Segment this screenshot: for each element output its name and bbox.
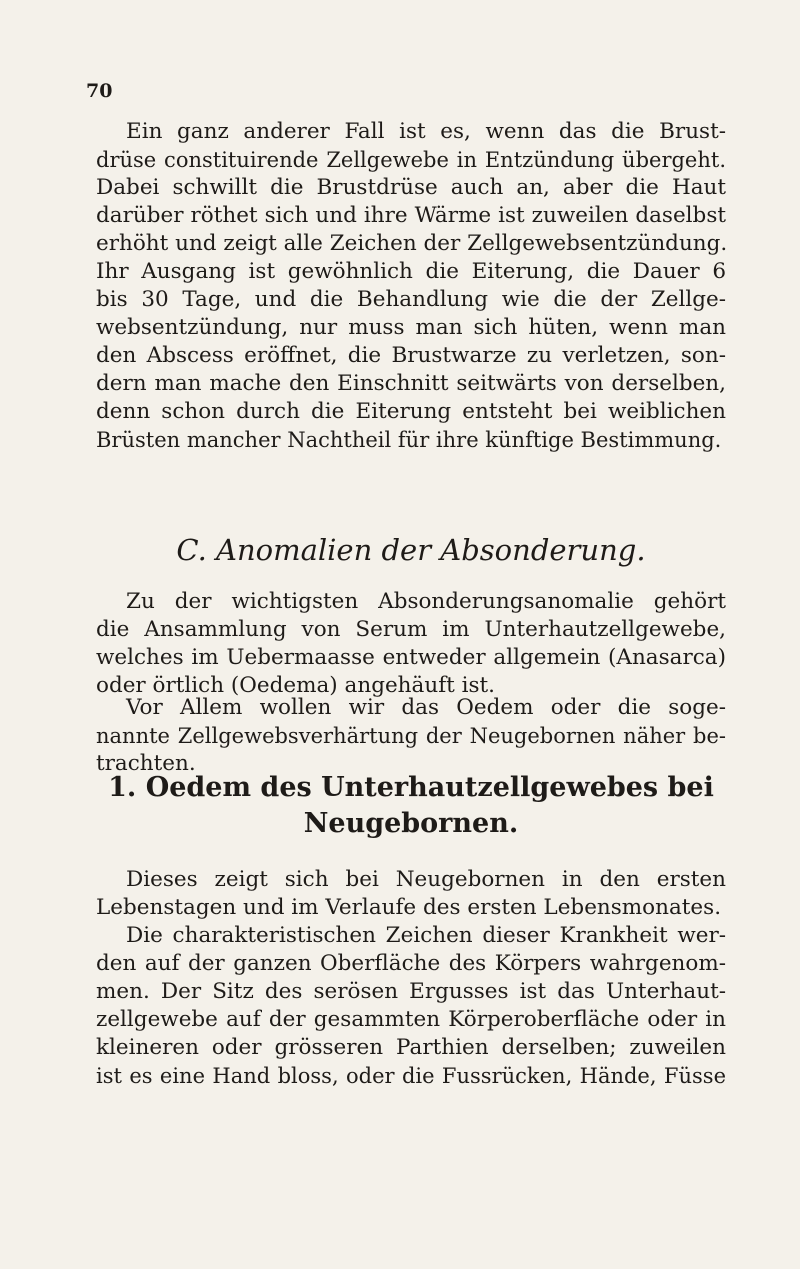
paragraph-4 [96,866,726,922]
text-line: Dabei schwillt die Brustdrüse auch an, aber die Haut [96,175,726,200]
heading-line: 1. Oedem des Unterhautzellgewebes bei [108,772,714,803]
text-line: Ein ganz anderer Fall ist es, wenn das die Brust- [126,119,726,144]
section-heading-1 [96,770,726,842]
heading-line: Neugebornen. [303,808,519,839]
text-line: denn schon durch die Eiterung entsteht bei weiblichen [96,399,726,424]
paragraph-5 [96,922,726,1090]
paragraph-2 [96,588,726,700]
text-line: drüse constituirende Zellgewebe in Entzündung übergeht. [96,148,726,172]
section-heading-c: C. Anomalien der Absonderung. [176,533,646,567]
text-line: men. Der Sitz des serösen Ergusses ist das Unterhaut- [96,979,726,1004]
text-line: Lebenstagen und im Verlaufe des ersten Lebensmonates. [96,895,722,920]
text-line: Zu der wichtigsten Absonderungsanomalie gehört [126,589,726,614]
text-line: den auf der ganzen Oberfläche des Körpers wahrgenom- [96,951,726,976]
text-line: dern man mache den Einschnitt seitwärts von derselben, [96,371,726,396]
text-line: kleineren oder grösseren Parthien derselben; zuweilen [96,1035,726,1060]
text-line: nannte Zellgewebsverhärtung der Neugebornen näher be- [96,724,726,748]
text-line: die Ansammlung von Serum im Unterhautzellgewebe, [96,617,726,642]
text-line: Ihr Ausgang ist gewöhnlich die Eiterung, die Dauer 6 [96,259,726,284]
text-line: Brüsten mancher Nachtheil für ihre künftige Bestimmung. [96,428,722,452]
text-line: websentzündung, nur muss man sich hüten, wenn man [96,315,726,340]
text-line: ist es eine Hand bloss, oder die Fussrücken, Hände, Füsse [96,1064,726,1088]
text-line: Die charakteristischen Zeichen dieser Krankheit wer- [126,923,726,948]
text-line: trachten. [96,751,196,776]
text-line: erhöht und zeigt alle Zeichen der Zellgewebsentzündung. [96,231,728,256]
text-line: oder örtlich (Oedema) angehäuft ist. [96,673,496,698]
text-line: den Abscess eröffnet, die Brustwarze zu verletzen, son- [96,343,726,368]
text-line: Dieses zeigt sich bei Neugebornen in den ersten [126,867,726,892]
page-number: 70 [86,80,113,102]
text-line: zellgewebe auf der gesammten Körperoberfläche oder in [96,1007,726,1032]
text-line: welches im Uebermaasse entweder allgemein (Anasarca) [96,645,726,670]
paragraph-3 [96,694,726,778]
text-line: bis 30 Tage, und die Behandlung wie die der Zellge- [96,287,726,312]
paragraph-1 [96,118,726,454]
text-line: Vor Allem wollen wir das Oedem oder die soge- [126,695,726,720]
text-line: darüber röthet sich und ihre Wärme ist zuweilen daselbst [96,203,726,228]
